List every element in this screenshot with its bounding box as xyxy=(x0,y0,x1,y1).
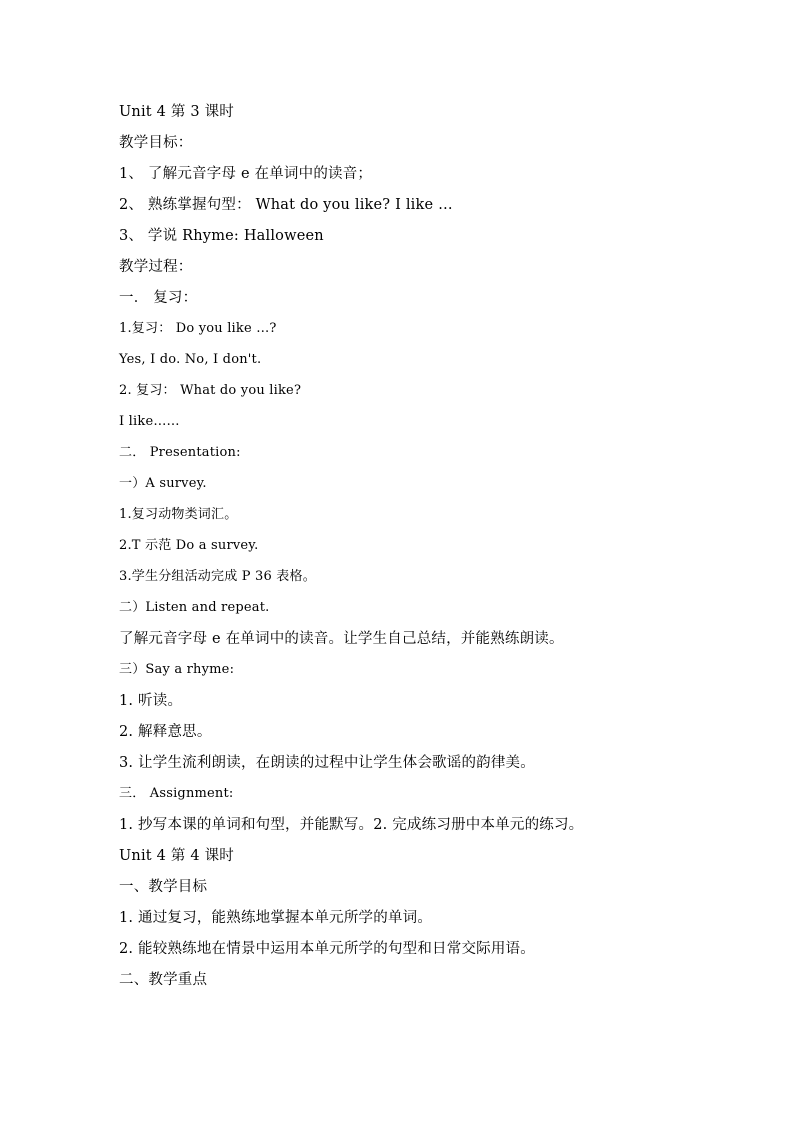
objective-item-2: 2、 熟练掌握句型： What do you like? I like … xyxy=(119,197,453,213)
activity-heading-listen: 二）Listen and repeat. xyxy=(119,600,270,615)
section-heading-objectives: 教学目标： xyxy=(119,135,193,151)
assignment-items: 1. 抄写本课的单词和句型，并能默写。2. 完成练习册中本单元的练习。 xyxy=(119,817,584,833)
review-item-2: 2. 复习： What do you like? xyxy=(119,383,302,398)
lesson-heading-4: Unit 4 第 4 课时 xyxy=(119,848,235,864)
activity-heading-survey: 一）A survey. xyxy=(119,476,207,491)
rhyme-item-3: 3. 让学生流利朗读，在朗读的过程中让学生体会歌谣的韵律美。 xyxy=(119,755,535,771)
rhyme-item-1: 1. 听读。 xyxy=(119,693,183,709)
document-body xyxy=(119,100,719,999)
step-heading-presentation: 二． Presentation: xyxy=(119,445,241,460)
section-heading-key-points: 二、教学重点 xyxy=(119,972,208,988)
rhyme-item-2: 2. 解释意思。 xyxy=(119,724,212,740)
listen-description: 了解元音字母 e 在单词中的读音。让学生自己总结，并能熟练朗读。 xyxy=(119,631,564,647)
review-answer-2: I like…… xyxy=(119,414,180,429)
survey-item-1: 1.复习动物类词汇。 xyxy=(119,507,238,522)
objective-item-3: 3、 学说 Rhyme: Halloween xyxy=(119,228,324,244)
survey-item-3: 3.学生分组活动完成 P 36 表格。 xyxy=(119,569,316,584)
objective-4-item-1: 1. 通过复习，能熟练地掌握本单元所学的单词。 xyxy=(119,910,433,926)
objective-4-item-2: 2. 能较熟练地在情景中运用本单元所学的句型和日常交际用语。 xyxy=(119,941,535,957)
step-heading-review: 一． 复习： xyxy=(119,290,198,306)
review-item-1: 1.复习： Do you like …? xyxy=(119,321,277,336)
objective-item-1: 1、 了解元音字母 e 在单词中的读音； xyxy=(119,166,373,182)
section-heading-objectives-4: 一、教学目标 xyxy=(119,879,208,895)
section-heading-process: 教学过程： xyxy=(119,259,193,275)
activity-heading-rhyme: 三）Say a rhyme: xyxy=(119,662,235,677)
survey-item-2: 2.T 示范 Do a survey. xyxy=(119,538,259,553)
lesson-heading-3: Unit 4 第 3 课时 xyxy=(119,104,235,120)
review-answer-1: Yes, I do. No, I don't. xyxy=(119,352,262,367)
step-heading-assignment: 三． Assignment: xyxy=(119,786,234,801)
